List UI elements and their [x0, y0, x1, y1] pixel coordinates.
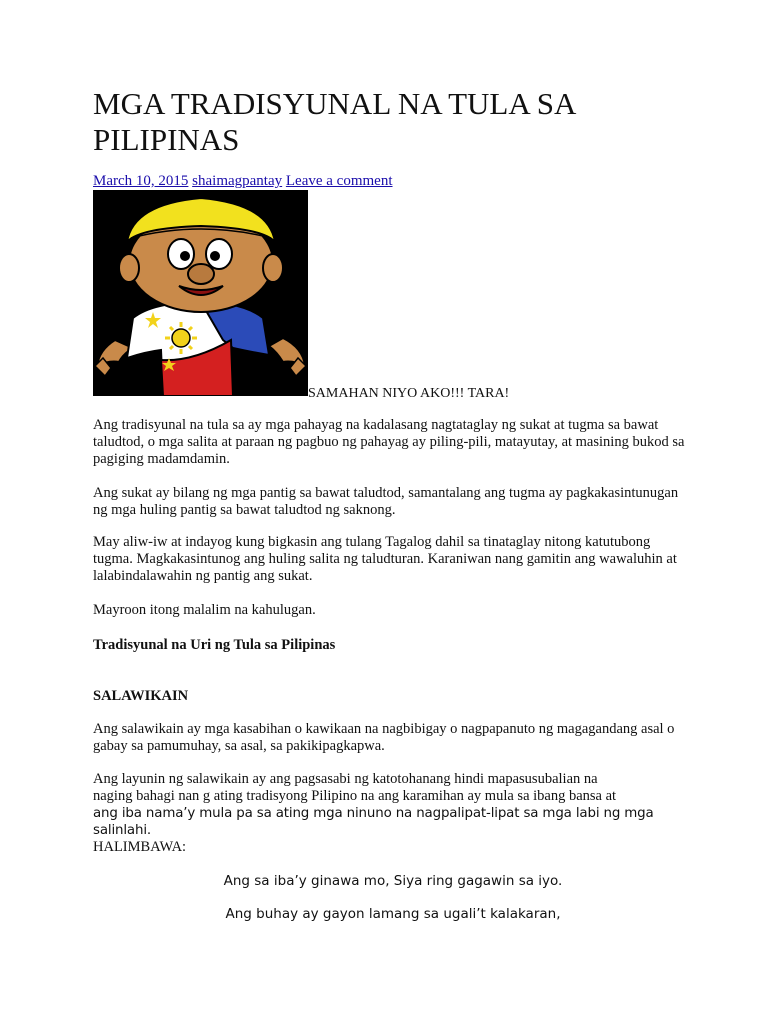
sukat-paragraph: Ang sukat ay bilang ng mga pantig sa bawat taludtod, samantalang ang tugma ay pagkakasintunugan ng mga huling pantig sa bawat taludtod ng saknong. [93, 485, 679, 518]
filipino-boy-illustration [93, 190, 308, 396]
kahulugan-paragraph: Mayroon itong malalim na kahulugan. [93, 602, 316, 618]
intro-paragraph: Ang tradisyunal na tula sa ay mga pahayag na kadalasang nagtataglay ng sukat at tugma sa bawat taludtod, o mga salita at paraan ng pagbuo ng pahayag ay piling-pili, matayutay, at masining bukod sa pagiging madamdamin. [93, 417, 685, 467]
verse-line: Ang sa iba’y ginawa mo, Siya ring gagawin sa iyo. [223, 873, 563, 889]
verse-line: Ang buhay ay gayon lamang sa ugali’t kalakaran, [225, 906, 561, 922]
section-heading: Tradisyunal na Uri ng Tula sa Pilipinas [93, 637, 336, 653]
salawikain-heading: SALAWIKAIN [93, 688, 189, 704]
layunin-paragraph [93, 771, 693, 839]
mascot-image [93, 190, 308, 396]
salawikain-definition: Ang salawikain ay mga kasabihan o kawikaan na nagbibigay o nagpapanuto ng magagandang asal o gabay sa pamumuhay, sa asal, sa pakikipagkapwa. [93, 721, 675, 754]
layunin-line: Ang layunin ng salawikain ay ang pagsasabi ng katotohanang hindi mapasusubalian na [93, 771, 598, 787]
tugma-paragraph: May aliw-iw at indayog kung bigkasin ang tulang Tagalog dahil sa tinataglay nitong katutubong tugma. Magkakasintunog ang huling salita ng taludturan. Karaniwan nang gamitin ang wawaluhin at lalabindalawahin ng pantig ang sukat. [93, 534, 677, 584]
layunin-line: ang iba nama’y mula pa sa ating mga ninuno na nagpalipat-lipat sa mga labi ng mga salinlahi. [93, 806, 654, 838]
image-caption: SAMAHAN NIYO AKO!!! TARA! [308, 386, 510, 401]
example-label: HALIMBAWA: [93, 839, 187, 855]
layunin-line: naging bahagi nan g ating tradisyong Pilipino na ang karamihan ay mula sa ibang bansa at [93, 788, 617, 804]
post-meta [93, 172, 393, 190]
leave-comment-link[interactable]: Leave a comment [285, 173, 393, 189]
page-title: MGA TRADISYUNAL NA TULA SA PILIPINAS [93, 86, 575, 157]
post-date-link[interactable]: March 10, 2015 [93, 173, 189, 189]
author-link[interactable]: shaimagpantay [192, 173, 283, 189]
